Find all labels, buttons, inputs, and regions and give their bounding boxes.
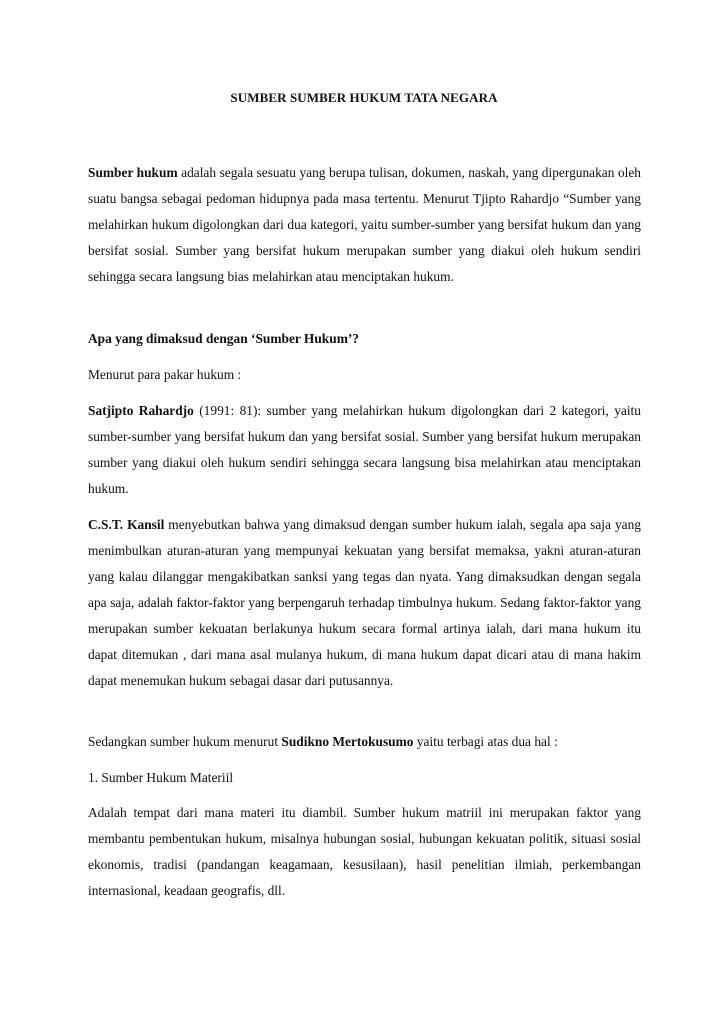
term-sumber-hukum: Sumber hukum xyxy=(88,165,178,180)
paragraph-kansil xyxy=(88,512,641,694)
paragraph-text: adalah segala sesuatu yang berupa tulisan, dokumen, naskah, yang dipergunakan oleh suatu bangsa sebagai pedoman hidupnya pada masa tertentu. Menurut Tjipto Rahardjo “Sumber yang melahirkan hukum digolongkan dari dua kategori, yaitu sumber-sumber yang bersifat hukum dan yang bersifat sosial. Sumber yang bersifat hukum merupakan sumber yang diakui oleh hukum sendiri sehingga secara langsung bias melahirkan atau menciptakan hukum. xyxy=(88,165,642,284)
intro-line: Menurut para pakar hukum : xyxy=(88,367,242,382)
question-heading: Apa yang dimaksud dengan ‘Sumber Hukum’? xyxy=(88,331,359,346)
author-sudikno: Sudikno Mertokusumo xyxy=(281,734,414,749)
paragraph-text: menyebutkan bahwa yang dimaksud dengan sumber hukum ialah, segala apa saja yang menimbulkan aturan-aturan yang mempunyai kekuatan yang bersifat memaksa, yakni aturan-aturan yang kalau dilanggar mengakibatkan sanksi yang tegas dan nyata. Yang dimaksudkan dengan segala apa saja, adalah faktor-faktor yang berpengaruh terhadap timbulnya hukum. Sedang faktor-faktor yang merupakan sumber kekuatan berlakunya hukum secara formal artinya ialah, dari mana hukum itu dapat ditemukan , dari mana asal mulanya hukum, di mana hukum dapat dicari atau di mana hakim dapat menemukan hukum sebagai dasar dari putusannya. xyxy=(88,517,642,688)
paragraph-sudikno xyxy=(88,733,641,751)
document-title: SUMBER SUMBER HUKUM TATA NEGARA xyxy=(230,90,498,105)
author-kansil: C.S.T. Kansil xyxy=(88,517,165,532)
author-satjipto: Satjipto Rahardjo xyxy=(88,403,194,418)
paragraph-sumber-hukum xyxy=(88,160,641,290)
paragraph-text: (1991: 81): sumber yang melahirkan hukum digolongkan dari 2 kategori, yaitu sumber-sumber yang bersifat hukum dan yang bersifat sosial. Sumber yang bersifat hukum merupakan sumber yang diakui oleh hukum sendiri sehingga secara langsung bisa melahirkan atau menciptakan hukum. xyxy=(88,403,641,496)
paragraph-materiil: Adalah tempat dari mana materi itu diambil. Sumber hukum matriil ini merupakan faktor yang membantu pembentukan hukum, misalnya hubungan sosial, hubungan kekuatan politik, situasi sosial ekonomis, tradisi (pandangan keagamaan, kesusilaan), hasil penelitian ilmiah, perkembangan internasional, keadaan geografis, dll. xyxy=(88,805,641,898)
paragraph-text-before: Sedangkan sumber hukum menurut xyxy=(88,734,282,749)
paragraph-satjipto xyxy=(88,398,641,502)
paragraph-text-after: yaitu terbagi atas dua hal : xyxy=(413,734,558,749)
section-heading-materiil: 1. Sumber Hukum Materiil xyxy=(88,770,234,785)
